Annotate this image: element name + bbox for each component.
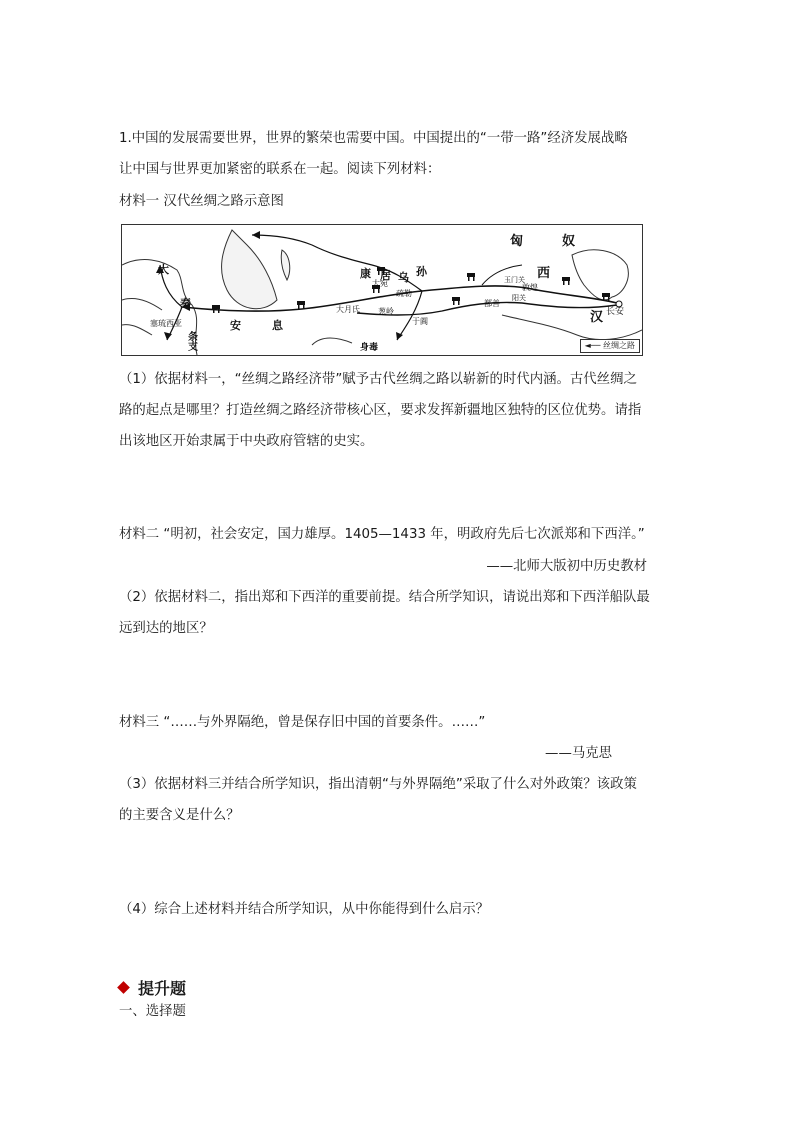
map-label-kangju-2: 居: [380, 269, 391, 282]
map-label-yangguan: 阳关: [512, 294, 526, 302]
map-label-han: 汉: [590, 310, 604, 325]
map-label-dunhuang: 敦煌: [522, 283, 538, 292]
material-3-text: 材料三 “……与外界隔绝，曾是保存旧中国的首要条件。……”: [119, 715, 486, 730]
material-2-source: ——北师大版初中历史教材: [486, 559, 647, 574]
material-2-text: 材料二 “明初，社会安定，国力雄厚。1405—1433 年，明政府先后七次派郑和下西洋。”: [119, 527, 645, 542]
section-title: 提升题: [138, 979, 187, 998]
question-1-line-3: 出该地区开始隶属于中央政府管辖的史实。: [119, 434, 374, 449]
material-1-title: 材料一 汉代丝绸之路示意图: [119, 194, 284, 209]
map-label-changan: 长安: [606, 307, 625, 317]
map-label-daqin-1: 大: [158, 263, 169, 276]
silk-road-map: [121, 224, 643, 356]
map-label-dayuezhi: 大月氏: [336, 305, 360, 314]
map-label-tiaozhi-2: 支: [188, 342, 198, 353]
map-label-anxi-1: 安: [230, 319, 241, 332]
legend-arrow-icon: ◄──: [584, 341, 601, 350]
legend-label: 丝绸之路: [603, 341, 635, 350]
map-label-kangju-1: 康: [360, 267, 371, 280]
section-subtitle: 一、选择题: [119, 1004, 186, 1019]
map-label-anxi-2: 息: [272, 319, 283, 332]
map-label-shendu: 身毒: [360, 343, 379, 353]
map-label-yumenguan: 玉门关: [504, 276, 525, 284]
map-label-dayuan: 大宛: [372, 279, 388, 288]
question-4: （4）综合上述材料并结合所学知识，从中你能得到什么启示？: [119, 902, 490, 917]
map-label-seleucia: 塞琉西亚: [150, 319, 182, 328]
question-2-line-1: （2）依据材料二，指出郑和下西洋的重要前提。结合所学知识，请说出郑和下西洋船队最: [119, 590, 650, 605]
map-label-wusun-1: 乌: [398, 271, 409, 284]
map-label-xi: 西: [537, 266, 551, 281]
map-label-wusun-2: 孙: [416, 265, 427, 278]
question-3-line-2: 的主要含义是什么？: [119, 808, 240, 823]
map-label-shule: 疏勒: [396, 289, 412, 298]
map-label-daqin-2: 秦: [180, 297, 191, 310]
material-3-source: ——马克思: [545, 746, 612, 761]
map-label-xiongnu-1: 匈: [510, 234, 524, 249]
question-intro-line-2: 让中国与世界更加紧密的联系在一起。阅读下列材料：: [119, 162, 441, 177]
map-legend: [580, 339, 640, 353]
question-1-line-2: 路的起点是哪里？打造丝绸之路经济带核心区，要求发挥新疆地区独特的区位优势。请指: [119, 403, 642, 418]
question-3-line-1: （3）依据材料三并结合所学知识，指出清朝“与外界隔绝”采取了什么对外政策？该政策: [119, 777, 637, 792]
section-heading: [119, 976, 186, 999]
map-label-xiongnu-2: 奴: [562, 234, 576, 249]
map-label-yutian: 于阗: [412, 317, 428, 326]
map-label-tiaozhi-1: 条: [188, 332, 198, 343]
question-1-line-1: （1）依据材料一，“丝绸之路经济带”赋予古代丝绸之路以崭新的时代内涵。古代丝绸之: [119, 372, 637, 387]
diamond-bullet-icon: [117, 981, 130, 994]
map-label-congling: 葱岭: [378, 307, 394, 316]
question-2-line-2: 远到达的地区？: [119, 621, 213, 636]
map-label-loulan: 鄯善: [484, 299, 500, 308]
question-intro-line-1: 1.中国的发展需要世界，世界的繁荣也需要中国。中国提出的“一带一路”经济发展战略: [119, 131, 628, 146]
